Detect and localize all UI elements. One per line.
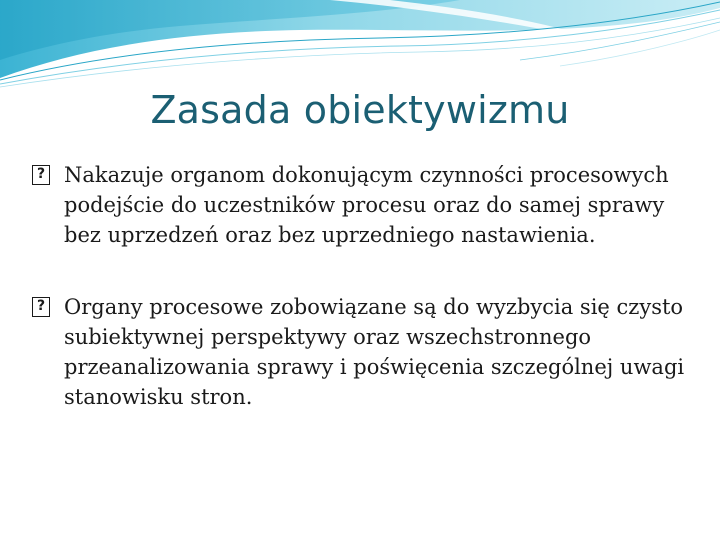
missing-glyph-box-icon [32, 297, 50, 317]
slide-title: Zasada obiektywizmu [150, 88, 570, 132]
bullet-text: Organy procesowe zobowiązane są do wyzbycia się czysto subiektywnej perspektywy oraz wszechstronnego przeanalizowania sprawy i poświęcenia szczególnej uwagi stanowisku stron. [64, 295, 685, 409]
missing-glyph-box-icon [32, 165, 50, 185]
bullet-item [30, 160, 690, 250]
bullet-item [30, 292, 690, 412]
bullet-text: Nakazuje organom dokonującym czynności procesowych podejście do uczestników procesu oraz do samej sprawy bez uprzedzeń oraz bez uprzedniego nastawienia. [64, 163, 669, 247]
decorative-header-wave [0, 0, 720, 90]
bullet-list [30, 160, 690, 412]
